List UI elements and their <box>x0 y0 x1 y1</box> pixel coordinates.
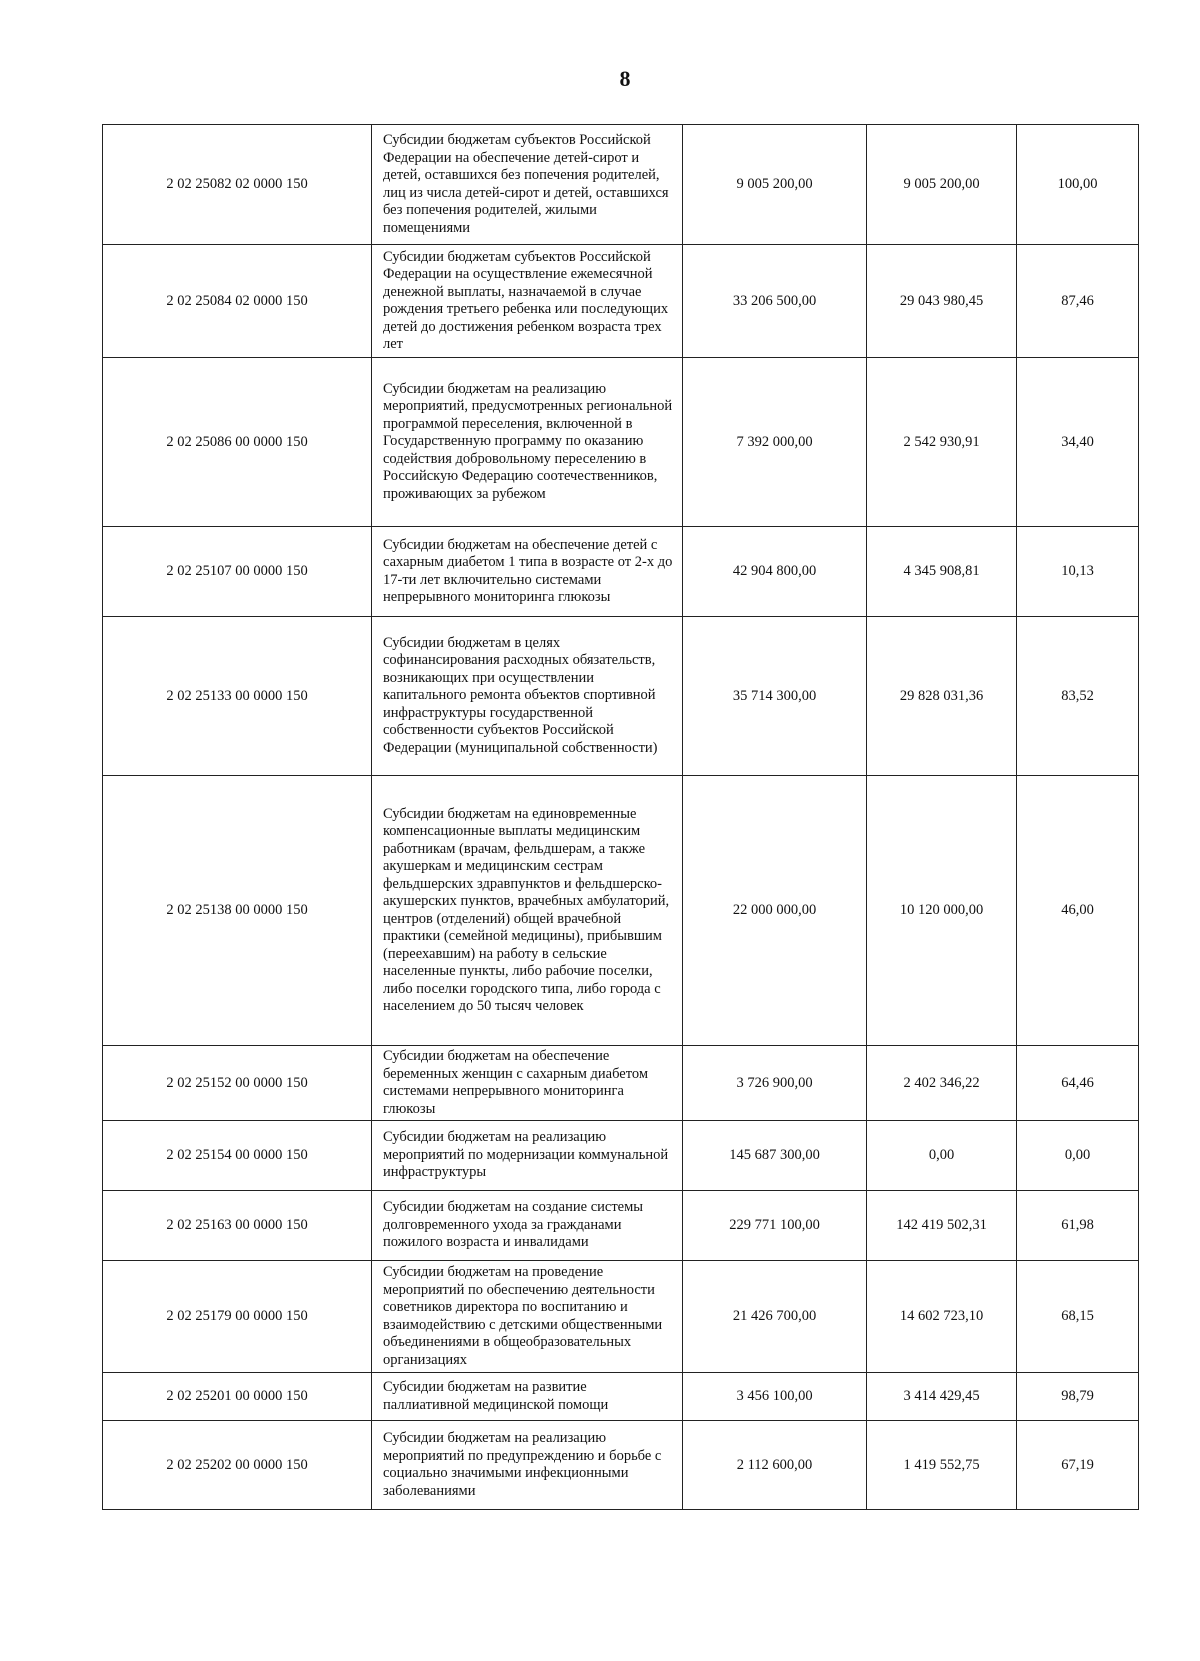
table-row <box>103 1373 1139 1421</box>
row-planned: 22 000 000,00 <box>683 776 867 1046</box>
row-description: Субсидии бюджетам субъектов Российской Федерации на осуществление ежемесячной денежной выплаты, назначаемой в случае рождения третьего ребенка или последующих детей до достижения ребенком возраста трех лет <box>372 245 683 358</box>
row-description: Субсидии бюджетам в целях софинансирования расходных обязательств, возникающих при осуществлении капитального ремонта объектов спортивной инфраструктуры государственной собственности субъектов Российской Федерации (муниципальной собственности) <box>372 617 683 776</box>
row-percent: 100,00 <box>1017 125 1139 245</box>
row-planned: 33 206 500,00 <box>683 245 867 358</box>
row-executed: 4 345 908,81 <box>867 527 1017 617</box>
row-executed: 142 419 502,31 <box>867 1191 1017 1261</box>
row-description: Субсидии бюджетам на обеспечение детей с сахарным диабетом 1 типа в возрасте от 2-х до 17-ти лет включительно системами непрерывного мониторинга глюкозы <box>372 527 683 617</box>
row-code: 2 02 25082 02 0000 150 <box>103 125 372 245</box>
row-executed: 3 414 429,45 <box>867 1373 1017 1421</box>
row-planned: 3 726 900,00 <box>683 1046 867 1121</box>
row-percent: 46,00 <box>1017 776 1139 1046</box>
row-description: Субсидии бюджетам на реализацию мероприятий по модернизации коммунальной инфраструктуры <box>372 1121 683 1191</box>
row-executed: 14 602 723,10 <box>867 1261 1017 1373</box>
row-percent: 64,46 <box>1017 1046 1139 1121</box>
row-code: 2 02 25107 00 0000 150 <box>103 527 372 617</box>
table-row <box>103 617 1139 776</box>
row-planned: 2 112 600,00 <box>683 1421 867 1510</box>
row-percent: 98,79 <box>1017 1373 1139 1421</box>
row-executed: 0,00 <box>867 1121 1017 1191</box>
table-row <box>103 358 1139 527</box>
row-planned: 21 426 700,00 <box>683 1261 867 1373</box>
row-code: 2 02 25138 00 0000 150 <box>103 776 372 1046</box>
table-row <box>103 1421 1139 1510</box>
table-row <box>103 1261 1139 1373</box>
table-row <box>103 1121 1139 1191</box>
row-executed: 1 419 552,75 <box>867 1421 1017 1510</box>
row-percent: 67,19 <box>1017 1421 1139 1510</box>
row-percent: 68,15 <box>1017 1261 1139 1373</box>
row-executed: 29 828 031,36 <box>867 617 1017 776</box>
row-description: Субсидии бюджетам на реализацию мероприятий по предупреждению и борьбе с социально значимыми инфекционными заболеваниями <box>372 1421 683 1510</box>
row-code: 2 02 25202 00 0000 150 <box>103 1421 372 1510</box>
row-percent: 0,00 <box>1017 1121 1139 1191</box>
row-code: 2 02 25152 00 0000 150 <box>103 1046 372 1121</box>
row-description: Субсидии бюджетам на обеспечение беременных женщин с сахарным диабетом системами непрерывного мониторинга глюкозы <box>372 1046 683 1121</box>
row-code: 2 02 25179 00 0000 150 <box>103 1261 372 1373</box>
row-planned: 145 687 300,00 <box>683 1121 867 1191</box>
row-description: Субсидии бюджетам на проведение мероприятий по обеспечению деятельности советников директора по воспитанию и взаимодействию с детскими общественными объединениями в общеобразовательных организациях <box>372 1261 683 1373</box>
row-description: Субсидии бюджетам на реализацию мероприятий, предусмотренных региональной программой переселения, включенной в Государственную программу по оказанию содействия добровольному переселению в Российскую Федерацию соотечественников, проживающих за рубежом <box>372 358 683 527</box>
row-executed: 2 402 346,22 <box>867 1046 1017 1121</box>
row-percent: 87,46 <box>1017 245 1139 358</box>
row-planned: 229 771 100,00 <box>683 1191 867 1261</box>
row-code: 2 02 25154 00 0000 150 <box>103 1121 372 1191</box>
table-row <box>103 776 1139 1046</box>
row-executed: 29 043 980,45 <box>867 245 1017 358</box>
row-executed: 10 120 000,00 <box>867 776 1017 1046</box>
row-code: 2 02 25163 00 0000 150 <box>103 1191 372 1261</box>
row-planned: 35 714 300,00 <box>683 617 867 776</box>
row-percent: 10,13 <box>1017 527 1139 617</box>
row-description: Субсидии бюджетам на развитие паллиативной медицинской помощи <box>372 1373 683 1421</box>
table-row <box>103 1046 1139 1121</box>
row-description: Субсидии бюджетам на единовременные компенсационные выплаты медицинским работникам (врачам, фельдшерам, а также акушеркам и медицинским сестрам фельдшерских здравпунктов и фельдшерско-акушерских пунктов, врачебных амбулаторий, центров (отделений) общей врачебной практики (семейной медицины), прибывшим (переехавшим) на работу в сельские населенные пункты, либо рабочие поселки, либо поселки городского типа, либо города с населением до 50 тысяч человек <box>372 776 683 1046</box>
row-percent: 34,40 <box>1017 358 1139 527</box>
row-percent: 83,52 <box>1017 617 1139 776</box>
row-executed: 2 542 930,91 <box>867 358 1017 527</box>
row-code: 2 02 25084 02 0000 150 <box>103 245 372 358</box>
row-executed: 9 005 200,00 <box>867 125 1017 245</box>
row-description: Субсидии бюджетам на создание системы долговременного ухода за гражданами пожилого возраста и инвалидами <box>372 1191 683 1261</box>
row-code: 2 02 25133 00 0000 150 <box>103 617 372 776</box>
budget-table <box>102 124 1139 1510</box>
table-row <box>103 1191 1139 1261</box>
row-planned: 42 904 800,00 <box>683 527 867 617</box>
row-planned: 3 456 100,00 <box>683 1373 867 1421</box>
row-code: 2 02 25201 00 0000 150 <box>103 1373 372 1421</box>
row-description: Субсидии бюджетам субъектов Российской Федерации на обеспечение детей-сирот и детей, оставшихся без попечения родителей, лиц из числа детей-сирот и детей, оставшихся без попечения родителей, жилыми помещениями <box>372 125 683 245</box>
row-planned: 9 005 200,00 <box>683 125 867 245</box>
table-row <box>103 125 1139 245</box>
row-code: 2 02 25086 00 0000 150 <box>103 358 372 527</box>
row-planned: 7 392 000,00 <box>683 358 867 527</box>
row-percent: 61,98 <box>1017 1191 1139 1261</box>
table-row <box>103 527 1139 617</box>
table-row <box>103 245 1139 358</box>
page-number: 8 <box>619 66 631 91</box>
